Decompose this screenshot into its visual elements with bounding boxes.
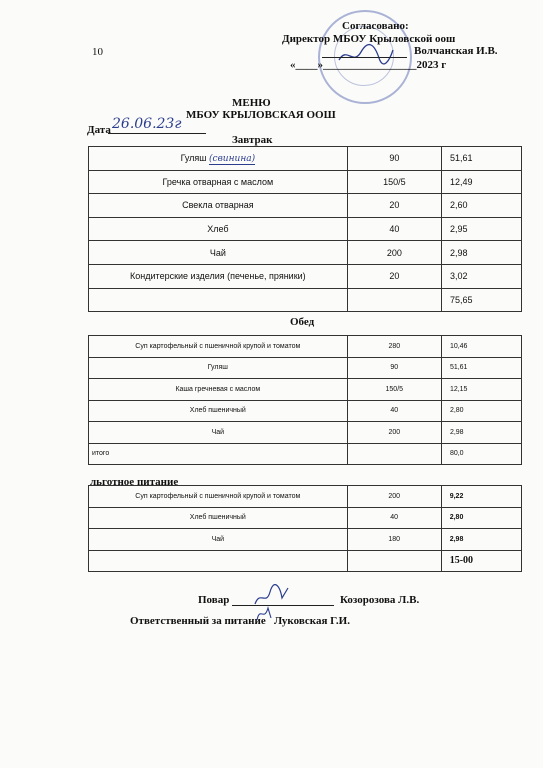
dish-portion: 20 bbox=[347, 264, 441, 288]
empty-cell bbox=[89, 550, 348, 572]
breakfast-table bbox=[88, 146, 522, 312]
school-title: МБОУ КРЫЛОВСКАЯ ООШ bbox=[186, 109, 336, 121]
menu-title: МЕНЮ bbox=[232, 97, 271, 109]
dish-price: 9,22 bbox=[441, 486, 521, 508]
dish-portion: 40 bbox=[347, 507, 441, 529]
dish-name: Хлеб пшеничный bbox=[89, 507, 348, 529]
dish-price: 2,98 bbox=[441, 529, 521, 551]
benefit-total: 15-00 bbox=[441, 550, 521, 572]
dish-name: Гуляш (свинина) bbox=[89, 147, 348, 171]
page-number: 10 bbox=[92, 46, 103, 58]
dish-name: Хлеб пшеничный bbox=[89, 400, 348, 422]
table-row bbox=[89, 194, 522, 218]
dish-name: Каша гречневая с маслом bbox=[89, 379, 348, 401]
empty-cell bbox=[347, 443, 441, 465]
total-row bbox=[89, 443, 522, 465]
total-row bbox=[89, 288, 522, 312]
dish-portion: 40 bbox=[347, 217, 441, 241]
approval-director: Директор МБОУ Крыловской оош bbox=[282, 33, 456, 45]
dish-name: Суп картофельный с пшеничной крупой и томатом bbox=[89, 486, 348, 508]
empty-cell bbox=[89, 288, 348, 312]
responsible-signature bbox=[254, 602, 274, 624]
dish-price: 2,60 bbox=[441, 194, 521, 218]
date-label: Дата bbox=[87, 124, 111, 136]
benefit-table bbox=[88, 485, 522, 572]
dish-portion: 40 bbox=[347, 400, 441, 422]
table-row bbox=[89, 486, 522, 508]
dish-price: 2,80 bbox=[441, 507, 521, 529]
dish-portion: 280 bbox=[347, 336, 441, 358]
dish-portion: 200 bbox=[347, 422, 441, 444]
benefit-title: льготное питание bbox=[90, 476, 179, 488]
dish-price: 3,02 bbox=[441, 264, 521, 288]
table-row bbox=[89, 170, 522, 194]
dish-portion: 180 bbox=[347, 529, 441, 551]
responsible-name: Луковская Г.И. bbox=[274, 615, 350, 627]
dish-portion: 20 bbox=[347, 194, 441, 218]
handwritten-note: (свинина) bbox=[209, 153, 256, 164]
dish-portion: 200 bbox=[347, 241, 441, 265]
dish-name: Гуляш bbox=[89, 357, 348, 379]
dish-name: Чай bbox=[89, 422, 348, 444]
dish-name: Суп картофельный с пшеничной крупой и томатом bbox=[89, 336, 348, 358]
date-value: 26.06.23г bbox=[112, 116, 182, 132]
table-row bbox=[89, 217, 522, 241]
table-row bbox=[89, 400, 522, 422]
dish-portion: 150/5 bbox=[347, 379, 441, 401]
dish-name: Свекла отварная bbox=[89, 194, 348, 218]
breakfast-title: Завтрак bbox=[232, 134, 273, 146]
empty-cell bbox=[347, 288, 441, 312]
lunch-table bbox=[88, 335, 522, 465]
breakfast-total: 75,65 bbox=[441, 288, 521, 312]
dish-price: 2,98 bbox=[441, 241, 521, 265]
cook-name: Козорозова Л.В. bbox=[340, 594, 420, 606]
table-row bbox=[89, 529, 522, 551]
dish-price: 10,46 bbox=[441, 336, 521, 358]
approval-signature-line bbox=[322, 57, 407, 58]
dish-portion: 90 bbox=[347, 357, 441, 379]
responsible-label: Ответственный за питание bbox=[130, 615, 266, 627]
dish-name: Хлеб bbox=[89, 217, 348, 241]
table-row bbox=[89, 264, 522, 288]
lunch-total: 80,0 bbox=[441, 443, 521, 465]
dish-name: Чай bbox=[89, 241, 348, 265]
table-row bbox=[89, 357, 522, 379]
lunch-title: Обед bbox=[290, 316, 315, 328]
dish-price: 2,98 bbox=[441, 422, 521, 444]
table-row bbox=[89, 147, 522, 171]
approval-name: Волчанская И.В. bbox=[414, 45, 498, 57]
cook-label: Повар bbox=[198, 594, 230, 606]
dish-name: Гречка отварная с маслом bbox=[89, 170, 348, 194]
dish-name: Кондитерские изделия (печенье, пряники) bbox=[89, 264, 348, 288]
dish-price: 2,80 bbox=[441, 400, 521, 422]
table-row bbox=[89, 422, 522, 444]
table-row bbox=[89, 336, 522, 358]
approval-date: «____»_________________2023 г bbox=[290, 59, 447, 71]
table-row bbox=[89, 379, 522, 401]
total-label: итого bbox=[89, 443, 348, 465]
dish-portion: 150/5 bbox=[347, 170, 441, 194]
dish-price: 51,61 bbox=[441, 147, 521, 171]
date-underline bbox=[108, 133, 206, 134]
total-row bbox=[89, 550, 522, 572]
empty-cell bbox=[347, 550, 441, 572]
dish-price: 2,95 bbox=[441, 217, 521, 241]
dish-name: Чай bbox=[89, 529, 348, 551]
approval-title: Согласовано: bbox=[342, 20, 409, 32]
dish-price: 12,49 bbox=[441, 170, 521, 194]
dish-portion: 90 bbox=[347, 147, 441, 171]
table-row bbox=[89, 507, 522, 529]
dish-portion: 200 bbox=[347, 486, 441, 508]
table-row bbox=[89, 241, 522, 265]
dish-price: 51,61 bbox=[441, 357, 521, 379]
dish-price: 12,15 bbox=[441, 379, 521, 401]
